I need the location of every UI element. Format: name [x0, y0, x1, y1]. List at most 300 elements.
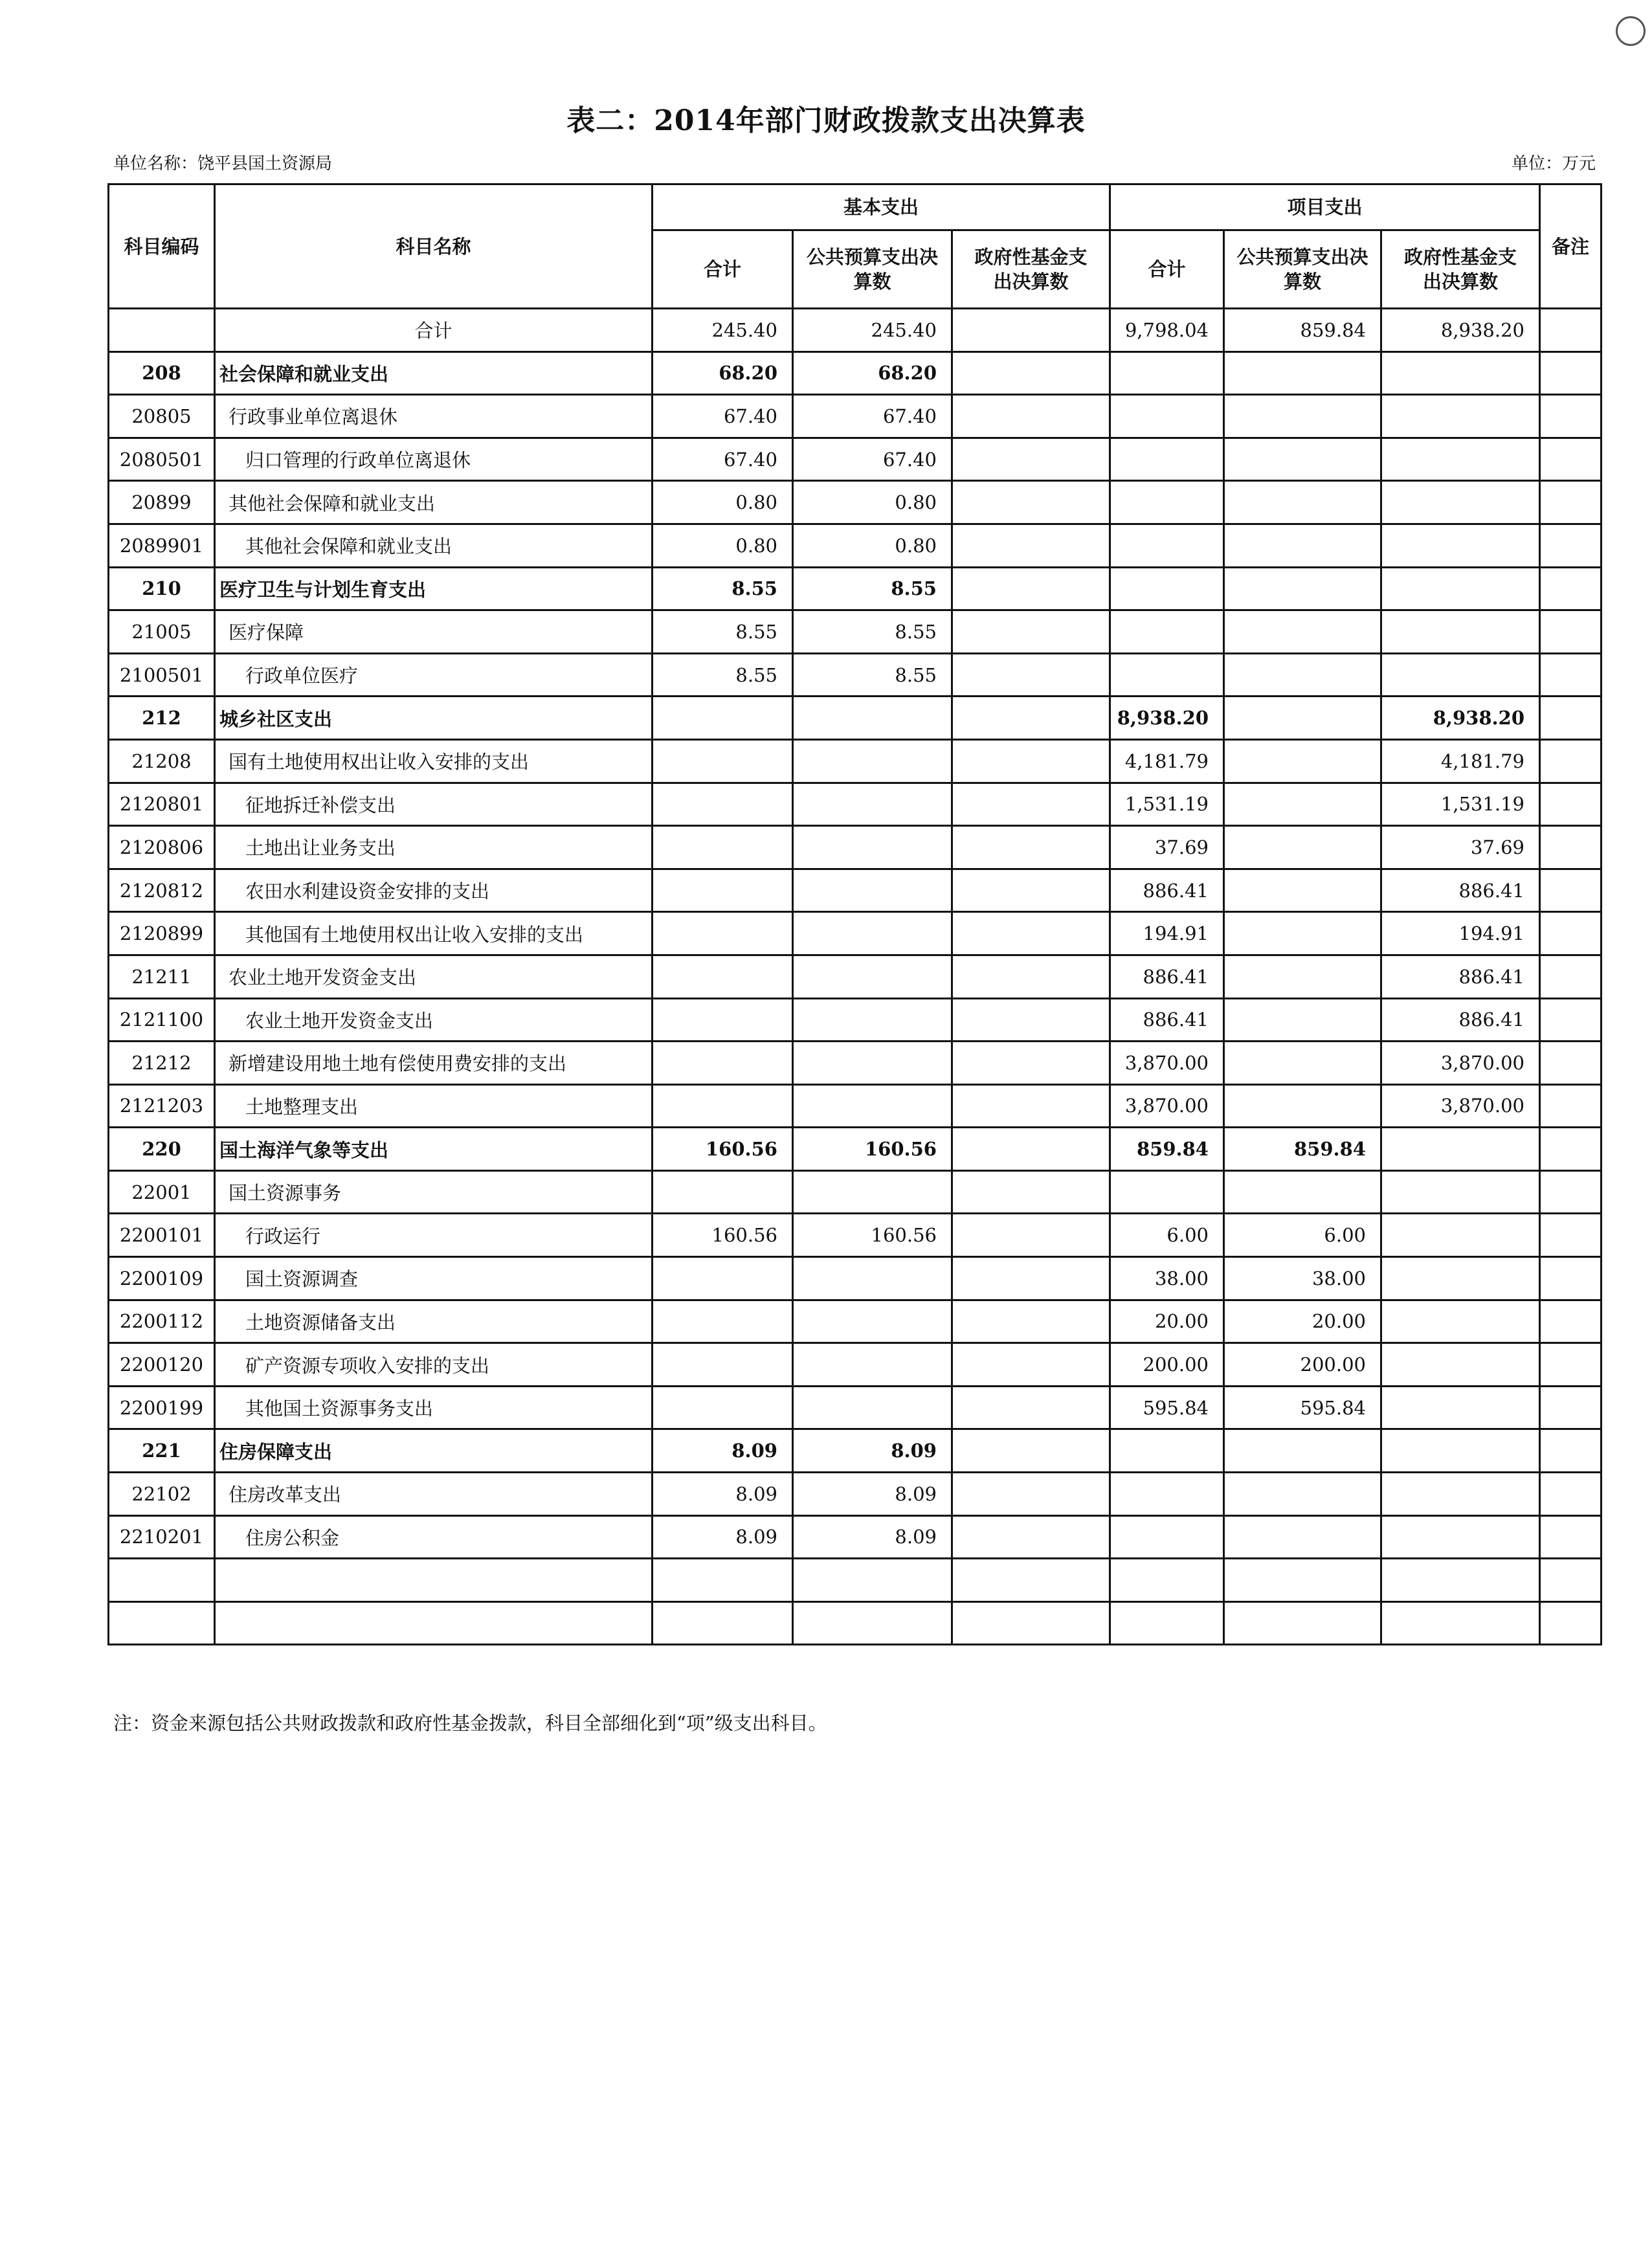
table-row — [109, 1473, 1602, 1516]
remark-cell — [1540, 1343, 1602, 1387]
basic-gov-fund-cell — [952, 783, 1110, 826]
project-gov-fund-cell — [1381, 1473, 1540, 1516]
project-gov-fund-cell: 886.41 — [1381, 955, 1540, 998]
project-public-cell — [1224, 524, 1381, 567]
project-public-cell: 6.00 — [1224, 1214, 1381, 1257]
header-basic: 基本支出 — [653, 184, 1110, 230]
remark-cell — [1540, 524, 1602, 567]
project-gov-fund-cell — [1381, 351, 1540, 395]
basic-public-cell: 160.56 — [793, 1128, 952, 1171]
table-row — [109, 1128, 1602, 1171]
project-gov-fund-cell — [1381, 1128, 1540, 1171]
project-public-cell — [1224, 998, 1381, 1042]
table-row — [109, 567, 1602, 610]
project-gov-fund-cell — [1381, 1515, 1540, 1559]
remark-cell — [1540, 697, 1602, 740]
project-public-cell: 859.84 — [1224, 309, 1381, 352]
project-total-cell: 9,798.04 — [1110, 309, 1224, 352]
basic-public-cell — [793, 912, 952, 955]
basic-gov-fund-cell — [952, 1559, 1110, 1602]
basic-total-cell: 68.20 — [653, 351, 793, 395]
project-gov-fund-cell — [1381, 1257, 1540, 1300]
subject-code-cell: 2120801 — [109, 783, 215, 826]
project-gov-fund-cell: 3,870.00 — [1381, 1084, 1540, 1128]
project-gov-fund-cell: 4,181.79 — [1381, 739, 1540, 783]
basic-gov-fund-cell — [952, 1343, 1110, 1387]
project-public-cell — [1224, 1601, 1381, 1645]
project-gov-fund-cell — [1381, 1170, 1540, 1214]
project-public-cell — [1224, 395, 1381, 438]
basic-gov-fund-cell — [952, 1084, 1110, 1128]
basic-total-cell: 0.80 — [653, 481, 793, 524]
remark-cell — [1540, 826, 1602, 869]
remark-cell — [1540, 1257, 1602, 1300]
project-public-cell — [1224, 1473, 1381, 1516]
subject-code-cell: 2200101 — [109, 1214, 215, 1257]
project-gov-fund-cell: 1,531.19 — [1381, 783, 1540, 826]
project-public-cell — [1224, 697, 1381, 740]
project-gov-fund-cell — [1381, 1601, 1540, 1645]
basic-public-cell: 160.56 — [793, 1214, 952, 1257]
table-row — [109, 955, 1602, 998]
basic-public-cell: 8.09 — [793, 1515, 952, 1559]
subject-name-cell: 国有土地使用权出让收入安排的支出 — [215, 739, 653, 783]
basic-gov-fund-cell — [952, 1429, 1110, 1473]
subject-name-cell: 归口管理的行政单位离退休 — [215, 438, 653, 481]
project-gov-fund-cell — [1381, 1214, 1540, 1257]
basic-gov-fund-cell — [952, 1300, 1110, 1343]
header-remark: 备注 — [1540, 184, 1602, 309]
project-total-cell: 886.41 — [1110, 869, 1224, 912]
basic-total-cell: 67.40 — [653, 438, 793, 481]
subject-name-cell: 行政运行 — [215, 1214, 653, 1257]
project-public-cell: 859.84 — [1224, 1128, 1381, 1171]
project-total-cell — [1110, 1559, 1224, 1602]
basic-public-cell — [793, 1300, 952, 1343]
subject-code-cell — [109, 1601, 215, 1645]
subject-name-cell: 农田水利建设资金安排的支出 — [215, 869, 653, 912]
remark-cell — [1540, 1515, 1602, 1559]
header-project-public: 公共预算支出决算数 — [1224, 230, 1381, 309]
basic-public-cell: 8.55 — [793, 567, 952, 610]
subject-code-cell: 20805 — [109, 395, 215, 438]
subject-name-cell: 住房保障支出 — [215, 1429, 653, 1473]
header-basic-public: 公共预算支出决算数 — [793, 230, 952, 309]
remark-cell — [1540, 351, 1602, 395]
project-gov-fund-cell: 8,938.20 — [1381, 697, 1540, 740]
table-row — [109, 309, 1602, 352]
project-public-cell — [1224, 351, 1381, 395]
basic-public-cell: 8.55 — [793, 610, 952, 654]
remark-cell — [1540, 1214, 1602, 1257]
subject-name-cell: 新增建设用地土地有偿使用费安排的支出 — [215, 1042, 653, 1085]
project-total-cell: 194.91 — [1110, 912, 1224, 955]
subject-name-cell: 社会保障和就业支出 — [215, 351, 653, 395]
remark-cell — [1540, 783, 1602, 826]
project-total-cell: 886.41 — [1110, 955, 1224, 998]
basic-public-cell — [793, 1343, 952, 1387]
remark-cell — [1540, 998, 1602, 1042]
basic-public-cell: 67.40 — [793, 395, 952, 438]
subject-name-cell: 其他国土资源事务支出 — [215, 1386, 653, 1429]
subject-code-cell: 22102 — [109, 1473, 215, 1516]
basic-public-cell: 8.09 — [793, 1429, 952, 1473]
footnote: 注：资金来源包括公共财政拨款和政府性基金拨款，科目全部细化到“项”级支出科目。 — [113, 1712, 827, 1734]
project-gov-fund-cell: 8,938.20 — [1381, 309, 1540, 352]
project-gov-fund-cell — [1381, 438, 1540, 481]
basic-total-cell — [653, 1170, 793, 1214]
basic-gov-fund-cell — [952, 1601, 1110, 1645]
project-total-cell: 38.00 — [1110, 1257, 1224, 1300]
table-row — [109, 438, 1602, 481]
subject-name-cell: 医疗保障 — [215, 610, 653, 654]
basic-gov-fund-cell — [952, 739, 1110, 783]
remark-cell — [1540, 481, 1602, 524]
remark-cell — [1540, 912, 1602, 955]
project-total-cell — [1110, 653, 1224, 697]
project-total-cell: 859.84 — [1110, 1128, 1224, 1171]
basic-gov-fund-cell — [952, 1042, 1110, 1085]
basic-total-cell: 8.55 — [653, 653, 793, 697]
project-gov-fund-cell — [1381, 610, 1540, 654]
remark-cell — [1540, 395, 1602, 438]
project-gov-fund-cell — [1381, 1343, 1540, 1387]
subject-code-cell: 21212 — [109, 1042, 215, 1085]
basic-gov-fund-cell — [952, 524, 1110, 567]
project-gov-fund-cell: 886.41 — [1381, 869, 1540, 912]
subject-name-cell: 土地整理支出 — [215, 1084, 653, 1128]
basic-public-cell — [793, 1386, 952, 1429]
project-public-cell — [1224, 653, 1381, 697]
remark-cell — [1540, 653, 1602, 697]
remark-cell — [1540, 1300, 1602, 1343]
project-total-cell — [1110, 395, 1224, 438]
project-total-cell — [1110, 524, 1224, 567]
project-total-cell: 8,938.20 — [1110, 697, 1224, 740]
subject-code-cell: 22001 — [109, 1170, 215, 1214]
subject-code-cell: 21208 — [109, 739, 215, 783]
project-total-cell — [1110, 1515, 1224, 1559]
header-project: 项目支出 — [1110, 184, 1540, 230]
subject-code-cell: 2200120 — [109, 1343, 215, 1387]
project-total-cell: 3,870.00 — [1110, 1042, 1224, 1085]
table-row — [109, 653, 1602, 697]
subject-code-cell: 220 — [109, 1128, 215, 1171]
project-gov-fund-cell — [1381, 1429, 1540, 1473]
project-gov-fund-cell — [1381, 524, 1540, 567]
basic-public-cell: 0.80 — [793, 524, 952, 567]
subject-code-cell: 2100501 — [109, 653, 215, 697]
basic-public-cell — [793, 1559, 952, 1602]
basic-total-cell — [653, 739, 793, 783]
subject-name-cell — [215, 1559, 653, 1602]
project-public-cell — [1224, 826, 1381, 869]
header-name: 科目名称 — [215, 184, 653, 309]
project-total-cell — [1110, 567, 1224, 610]
table-row — [109, 1343, 1602, 1387]
project-gov-fund-cell — [1381, 1559, 1540, 1602]
remark-cell — [1540, 1429, 1602, 1473]
unit-name-label: 单位名称：饶平县国土资源局 — [113, 154, 333, 173]
project-public-cell: 38.00 — [1224, 1257, 1381, 1300]
remark-cell — [1540, 309, 1602, 352]
table-row — [109, 395, 1602, 438]
subject-code-cell: 2120812 — [109, 869, 215, 912]
basic-public-cell — [793, 955, 952, 998]
basic-total-cell — [653, 1084, 793, 1128]
basic-gov-fund-cell — [952, 826, 1110, 869]
remark-cell — [1540, 1128, 1602, 1171]
subject-name-cell: 其他国有土地使用权出让收入安排的支出 — [215, 912, 653, 955]
project-public-cell: 20.00 — [1224, 1300, 1381, 1343]
project-public-cell — [1224, 610, 1381, 654]
basic-total-cell — [653, 1559, 793, 1602]
expenditure-table — [107, 183, 1602, 1645]
basic-total-cell: 8.09 — [653, 1429, 793, 1473]
subject-name-cell: 土地资源储备支出 — [215, 1300, 653, 1343]
basic-public-cell: 245.40 — [793, 309, 952, 352]
basic-total-cell — [653, 783, 793, 826]
project-gov-fund-cell — [1381, 1386, 1540, 1429]
remark-cell — [1540, 1601, 1602, 1645]
basic-gov-fund-cell — [952, 869, 1110, 912]
subject-name-cell: 住房改革支出 — [215, 1473, 653, 1516]
basic-gov-fund-cell — [952, 1257, 1110, 1300]
basic-gov-fund-cell — [952, 1214, 1110, 1257]
basic-public-cell — [793, 998, 952, 1042]
table-row — [109, 1170, 1602, 1214]
subject-code-cell: 210 — [109, 567, 215, 610]
basic-public-cell — [793, 1042, 952, 1085]
basic-total-cell: 8.55 — [653, 610, 793, 654]
project-public-cell — [1224, 438, 1381, 481]
basic-gov-fund-cell — [952, 1473, 1110, 1516]
basic-total-cell: 0.80 — [653, 524, 793, 567]
subject-code-cell: 212 — [109, 697, 215, 740]
basic-total-cell — [653, 869, 793, 912]
subject-name-cell: 其他社会保障和就业支出 — [215, 524, 653, 567]
project-total-cell — [1110, 1170, 1224, 1214]
subject-name-cell: 农业土地开发资金支出 — [215, 955, 653, 998]
basic-gov-fund-cell — [952, 351, 1110, 395]
basic-public-cell — [793, 739, 952, 783]
remark-cell — [1540, 1473, 1602, 1516]
subject-name-cell: 土地出让业务支出 — [215, 826, 653, 869]
project-gov-fund-cell: 37.69 — [1381, 826, 1540, 869]
project-total-cell — [1110, 610, 1224, 654]
basic-total-cell — [653, 826, 793, 869]
basic-gov-fund-cell — [952, 1128, 1110, 1171]
remark-cell — [1540, 610, 1602, 654]
table-row — [109, 1515, 1602, 1559]
remark-cell — [1540, 1170, 1602, 1214]
subject-name-cell: 住房公积金 — [215, 1515, 653, 1559]
header-basic-gov-fund: 政府性基金支出决算数 — [952, 230, 1110, 309]
remark-cell — [1540, 1084, 1602, 1128]
project-total-cell: 3,870.00 — [1110, 1084, 1224, 1128]
table-row — [109, 912, 1602, 955]
basic-gov-fund-cell — [952, 438, 1110, 481]
basic-public-cell: 68.20 — [793, 351, 952, 395]
basic-total-cell: 8.09 — [653, 1515, 793, 1559]
basic-total-cell — [653, 1386, 793, 1429]
basic-total-cell: 160.56 — [653, 1214, 793, 1257]
project-public-cell — [1224, 481, 1381, 524]
project-public-cell — [1224, 1084, 1381, 1128]
project-total-cell: 20.00 — [1110, 1300, 1224, 1343]
basic-total-cell — [653, 912, 793, 955]
project-total-cell: 595.84 — [1110, 1386, 1224, 1429]
subject-code-cell: 2210201 — [109, 1515, 215, 1559]
basic-total-cell — [653, 1300, 793, 1343]
project-public-cell — [1224, 955, 1381, 998]
basic-total-cell: 8.09 — [653, 1473, 793, 1516]
remark-cell — [1540, 869, 1602, 912]
remark-cell — [1540, 567, 1602, 610]
project-public-cell — [1224, 783, 1381, 826]
basic-public-cell — [793, 783, 952, 826]
remark-cell — [1540, 1042, 1602, 1085]
subject-name-cell — [215, 1601, 653, 1645]
table-row — [109, 739, 1602, 783]
project-public-cell — [1224, 1170, 1381, 1214]
project-public-cell — [1224, 739, 1381, 783]
basic-public-cell — [793, 869, 952, 912]
table-row — [109, 1300, 1602, 1343]
basic-total-cell — [653, 955, 793, 998]
subject-name-cell: 农业土地开发资金支出 — [215, 998, 653, 1042]
subject-code-cell: 2121203 — [109, 1084, 215, 1128]
project-total-cell: 6.00 — [1110, 1214, 1224, 1257]
project-public-cell — [1224, 1429, 1381, 1473]
project-gov-fund-cell — [1381, 481, 1540, 524]
table-row — [109, 783, 1602, 826]
remark-cell — [1540, 1386, 1602, 1429]
subject-code-cell: 2121100 — [109, 998, 215, 1042]
basic-total-cell — [653, 998, 793, 1042]
project-gov-fund-cell: 194.91 — [1381, 912, 1540, 955]
project-public-cell — [1224, 1515, 1381, 1559]
basic-gov-fund-cell — [952, 610, 1110, 654]
basic-gov-fund-cell — [952, 567, 1110, 610]
project-gov-fund-cell: 886.41 — [1381, 998, 1540, 1042]
subject-code-cell — [109, 309, 215, 352]
subject-name-cell: 医疗卫生与计划生育支出 — [215, 567, 653, 610]
header-row-1 — [109, 184, 1602, 230]
table-row — [109, 610, 1602, 654]
basic-public-cell — [793, 1170, 952, 1214]
basic-gov-fund-cell — [952, 309, 1110, 352]
page-title: 表二：2014年部门财政拨款支出决算表 — [566, 104, 1086, 137]
subject-code-cell: 2089901 — [109, 524, 215, 567]
table-row — [109, 1559, 1602, 1602]
basic-public-cell — [793, 826, 952, 869]
subject-name-cell: 行政单位医疗 — [215, 653, 653, 697]
subject-code-cell: 221 — [109, 1429, 215, 1473]
basic-gov-fund-cell — [952, 653, 1110, 697]
basic-public-cell — [793, 1257, 952, 1300]
table-row — [109, 351, 1602, 395]
project-gov-fund-cell — [1381, 1300, 1540, 1343]
basic-total-cell — [653, 1042, 793, 1085]
table-row — [109, 1386, 1602, 1429]
basic-public-cell: 67.40 — [793, 438, 952, 481]
subject-code-cell: 2200109 — [109, 1257, 215, 1300]
subject-code-cell: 20899 — [109, 481, 215, 524]
project-total-cell — [1110, 351, 1224, 395]
project-total-cell: 37.69 — [1110, 826, 1224, 869]
unit-label: 单位：万元 — [1511, 154, 1596, 173]
subject-code-cell: 2120899 — [109, 912, 215, 955]
subject-name-cell: 国土海洋气象等支出 — [215, 1128, 653, 1171]
project-gov-fund-cell: 3,870.00 — [1381, 1042, 1540, 1085]
basic-gov-fund-cell — [952, 955, 1110, 998]
project-public-cell — [1224, 567, 1381, 610]
remark-cell — [1540, 955, 1602, 998]
subject-code-cell: 21005 — [109, 610, 215, 654]
basic-public-cell — [793, 1601, 952, 1645]
basic-total-cell: 8.55 — [653, 567, 793, 610]
basic-gov-fund-cell — [952, 1170, 1110, 1214]
project-total-cell — [1110, 1473, 1224, 1516]
basic-total-cell — [653, 1257, 793, 1300]
subject-code-cell: 21211 — [109, 955, 215, 998]
subject-code-cell — [109, 1559, 215, 1602]
header-project-total: 合计 — [1110, 230, 1224, 309]
project-public-cell — [1224, 869, 1381, 912]
table-row — [109, 869, 1602, 912]
basic-gov-fund-cell — [952, 395, 1110, 438]
basic-gov-fund-cell — [952, 697, 1110, 740]
header-code: 科目编码 — [109, 184, 215, 309]
table-row — [109, 697, 1602, 740]
subject-code-cell: 208 — [109, 351, 215, 395]
basic-public-cell: 0.80 — [793, 481, 952, 524]
project-gov-fund-cell — [1381, 653, 1540, 697]
table-row — [109, 1601, 1602, 1645]
header-basic-total: 合计 — [653, 230, 793, 309]
subject-name-cell: 城乡社区支出 — [215, 697, 653, 740]
table-body — [109, 309, 1602, 1645]
basic-public-cell — [793, 697, 952, 740]
basic-gov-fund-cell — [952, 912, 1110, 955]
project-total-cell — [1110, 1429, 1224, 1473]
subject-code-cell: 2200199 — [109, 1386, 215, 1429]
project-total-cell: 4,181.79 — [1110, 739, 1224, 783]
subject-name-cell: 行政事业单位离退休 — [215, 395, 653, 438]
header-project-gov-fund: 政府性基金支出决算数 — [1381, 230, 1540, 309]
basic-total-cell — [653, 1343, 793, 1387]
project-total-cell — [1110, 1601, 1224, 1645]
basic-gov-fund-cell — [952, 481, 1110, 524]
project-total-cell — [1110, 481, 1224, 524]
project-public-cell — [1224, 1042, 1381, 1085]
table-row — [109, 1214, 1602, 1257]
project-public-cell: 595.84 — [1224, 1386, 1381, 1429]
project-total-cell: 200.00 — [1110, 1343, 1224, 1387]
basic-public-cell: 8.09 — [793, 1473, 952, 1516]
remark-cell — [1540, 739, 1602, 783]
subject-name-cell: 国土资源调查 — [215, 1257, 653, 1300]
table-row — [109, 524, 1602, 567]
basic-total-cell: 160.56 — [653, 1128, 793, 1171]
project-public-cell — [1224, 912, 1381, 955]
project-public-cell: 200.00 — [1224, 1343, 1381, 1387]
basic-public-cell — [793, 1084, 952, 1128]
basic-gov-fund-cell — [952, 1386, 1110, 1429]
project-public-cell — [1224, 1559, 1381, 1602]
basic-gov-fund-cell — [952, 998, 1110, 1042]
